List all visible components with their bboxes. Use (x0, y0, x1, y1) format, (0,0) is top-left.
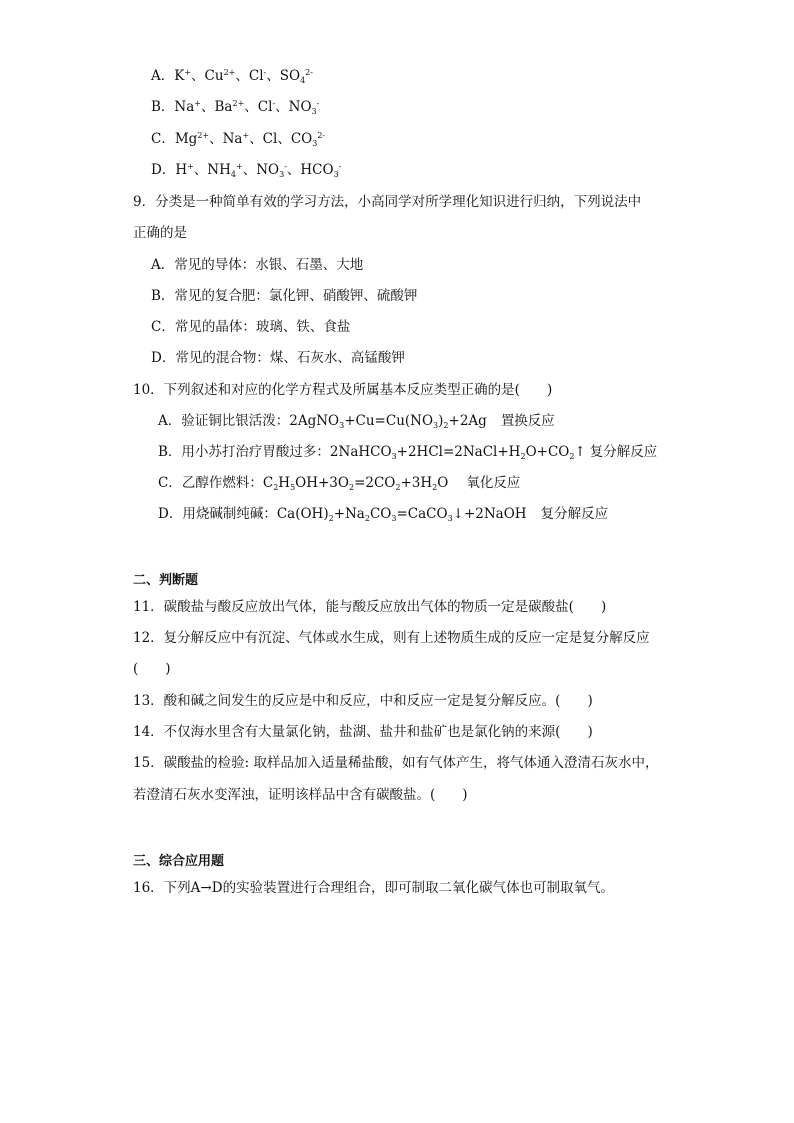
q8-option-a: A．K+、$Cu^{2+}$、Cl-、$SO_4^{2-}$ (151, 68, 313, 85)
q10-option-a: A．验证铜比银活泼：$2AgNO_3+Cu=Cu(NO_3)_2+2Ag$ 置换反应 (158, 413, 555, 430)
q14: 14．不仅海水里含有大量氯化钠，盐湖、盐井和盐矿也是氯化钠的来源( ) (133, 724, 593, 740)
q16: 16．下列A→D的实验装置进行合理组合，即可制取二氧化碳气体也可制取氧气。 (133, 880, 615, 896)
q11: 11．碳酸盐与酸反应放出气体，能与酸反应放出气体的物质一定是碳酸盐( ) (133, 599, 607, 615)
q8-option-b: B．Na+、$Ba^{2+}$、Cl-、$NO_3^-$ (151, 99, 320, 116)
q9-option-a: A．常见的导体：水银、石墨、大地 (151, 257, 364, 273)
q13: 13．酸和碱之间发生的反应是中和反应，中和反应一定是复分解反应。( ) (133, 693, 593, 709)
q9-option-c: C．常见的晶体：玻璃、铁、食盐 (151, 319, 351, 335)
q9-stem-line2: 正确的是 (133, 225, 187, 241)
q15-line2: 若澄清石灰水变浑浊，证明该样品中含有碳酸盐。( ) (133, 787, 468, 803)
q9-stem-line1: 9．分类是一种简单有效的学习方法，小高同学对所学理化知识进行归纳，下列说法中 (133, 194, 642, 210)
q10-stem: 10．下列叙述和对应的化学方程式及所属基本反应类型正确的是( ) (133, 382, 553, 398)
section-2-title: 二、判断题 (133, 573, 199, 588)
q9-option-b: B．常见的复合肥：氯化钾、硝酸钾、硫酸钾 (151, 288, 418, 304)
q10-option-c: C．乙醇作燃料：$C_2H_5OH+3O_2=2CO_2+3H_2O$ 氧化反应 (158, 475, 521, 492)
q9-option-d: D．常见的混合物：煤、石灰水、高锰酸钾 (151, 350, 405, 366)
q8-option-c: C．$Mg^{2+}$、Na+、Cl、$CO_3^{2-}$ (151, 131, 326, 148)
q10-option-d: D．用烧碱制纯碱：$Ca(OH)_2+Na_2CO_3=CaCO_3↓+2NaOH$ 复分解反应 (158, 506, 609, 523)
q15-line1: 15．碳酸盐的检验: 取样品加入适量稀盐酸，如有气体产生，将气体通入澄清石灰水中， (133, 755, 659, 771)
q12-line2: ( ) (133, 661, 171, 677)
q8-option-d: D．H+、$NH_4^+$、$NO_3^-$、$HCO_3^-$ (151, 162, 342, 179)
section-3-title: 三、综合应用题 (133, 854, 225, 869)
q12-line1: 12．复分解反应中有沉淀、气体或水生成，则有上述物质生成的反应一定是复分解反应 (133, 630, 650, 646)
q10-option-b: B．用小苏打治疗胃酸过多：$2NaHCO_3+2HCl=2NaCl+H_2O+CO_2↑$ 复分解反应 (158, 444, 658, 461)
